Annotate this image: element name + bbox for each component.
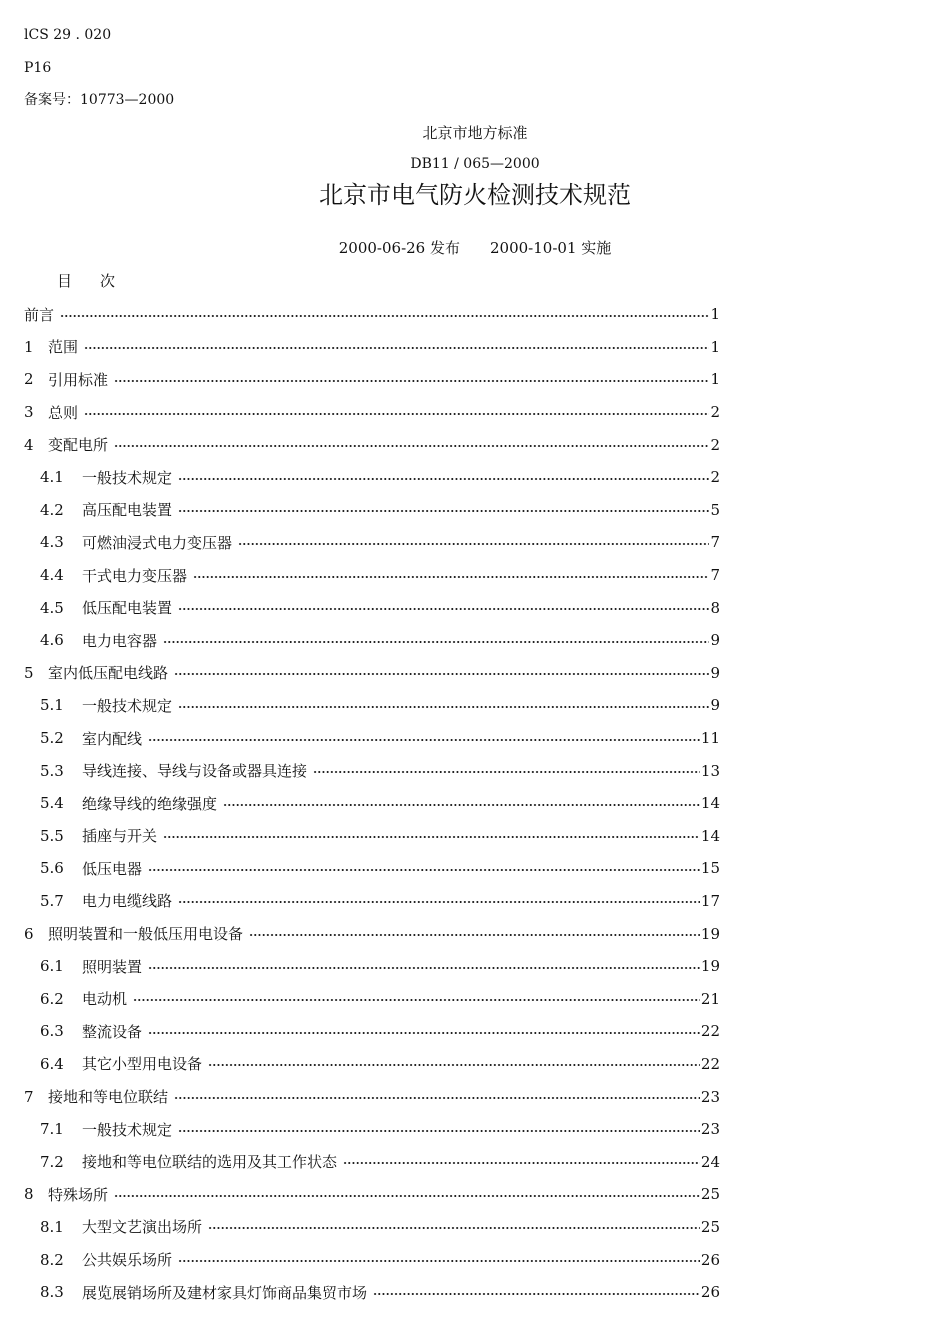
toc-entry-number: 8 <box>24 1185 34 1204</box>
toc-entry-label: 前言 <box>24 305 55 324</box>
toc-entry-label: 一般技术规定 <box>82 696 173 715</box>
toc-entry-number: 8.2 <box>40 1250 64 1269</box>
toc-entry-number: 7.1 <box>40 1120 64 1139</box>
toc-entry-label: 导线连接、导线与设备或器具连接 <box>82 762 308 781</box>
toc-entry-label: 展览展销场所及建材家具灯饰商品集贸市场 <box>82 1283 368 1302</box>
toc-entry-page: 9 <box>710 663 720 682</box>
toc-entry-number: 5.2 <box>40 729 64 748</box>
toc-entry-label: 引用标准 <box>48 370 109 389</box>
toc-entry[interactable] <box>40 494 720 527</box>
toc-entry-page: 22 <box>700 1022 720 1041</box>
toc-entry-page: 2 <box>710 403 720 422</box>
standard-organization: 北京市地方标准 <box>422 124 528 142</box>
toc-entry-page: 15 <box>700 859 720 878</box>
toc-entry-page: 1 <box>710 305 720 324</box>
toc-entry-page: 23 <box>700 1120 720 1139</box>
toc-entry-number: 5.5 <box>40 826 64 845</box>
toc-entry[interactable] <box>40 950 720 983</box>
toc-entry[interactable] <box>40 722 720 755</box>
toc-entry-page: 22 <box>700 1054 720 1073</box>
toc-entry-number: 4.1 <box>40 468 64 487</box>
toc-entry-number: 3 <box>24 403 34 422</box>
toc-entry-label: 低压电器 <box>82 859 143 878</box>
toc-entry-page: 25 <box>700 1185 720 1204</box>
toc-entry-page: 19 <box>700 924 720 943</box>
toc-entry-label: 电力电缆线路 <box>82 892 173 911</box>
dot-leader <box>148 739 700 741</box>
dot-leader <box>208 1064 700 1066</box>
toc-entry-page: 9 <box>710 696 720 715</box>
toc-entry-label: 整流设备 <box>82 1022 143 1041</box>
toc-entry-number: 4.6 <box>40 631 64 650</box>
dot-leader <box>223 804 700 806</box>
filing-number: 备案号：10773—2000 <box>24 92 175 108</box>
toc-entry-label: 特殊场所 <box>48 1185 109 1204</box>
toc-entry-label: 变配电所 <box>48 436 109 455</box>
toc-heading-char-2: 次 <box>100 272 116 290</box>
document-title: 北京市电气防火检测技术规范 <box>319 181 631 209</box>
toc-entry-label: 接地和等电位联结的选用及其工作状态 <box>82 1153 338 1172</box>
toc-entry[interactable] <box>40 787 720 820</box>
toc-entry[interactable] <box>24 917 720 950</box>
toc-entry-number: 2 <box>24 370 34 389</box>
toc-entry[interactable] <box>40 1211 720 1244</box>
toc-entry-number: 1 <box>24 337 34 356</box>
toc-entry[interactable] <box>40 1145 720 1178</box>
dot-leader <box>148 967 700 969</box>
dot-leader <box>84 347 709 349</box>
dot-leader <box>133 999 700 1001</box>
toc-entry-page: 17 <box>700 891 720 910</box>
toc-entry-label: 电动机 <box>82 990 128 1009</box>
dot-leader <box>178 901 700 903</box>
dot-leader <box>178 608 709 610</box>
toc-entry[interactable] <box>40 820 720 853</box>
toc-entry[interactable] <box>40 559 720 592</box>
toc-entry[interactable] <box>40 624 720 657</box>
toc-entry[interactable] <box>24 1080 720 1113</box>
toc-entry-page: 1 <box>710 370 720 389</box>
dot-leader <box>114 1195 700 1197</box>
toc-entry-label: 公共娱乐场所 <box>82 1251 173 1270</box>
toc-heading-char-1: 目 <box>57 272 73 290</box>
ics-code: lCS 29 . 020 <box>24 27 112 43</box>
toc-entry-number: 6 <box>24 924 34 943</box>
dot-leader <box>174 673 709 675</box>
dot-leader <box>163 836 700 838</box>
publish-date: 2000-06-26 发布 <box>338 239 460 257</box>
toc-entry-label: 照明装置和一般低压用电设备 <box>48 925 244 944</box>
toc-entry-page: 21 <box>700 989 720 1008</box>
toc-entry[interactable] <box>40 885 720 918</box>
toc-entry-page: 2 <box>710 468 720 487</box>
toc-entry-label: 室内配线 <box>82 729 143 748</box>
toc-entry-label: 电力电容器 <box>82 631 158 650</box>
toc-entry-number: 6.3 <box>40 1022 64 1041</box>
toc-entry[interactable] <box>40 852 720 885</box>
toc-entry-number: 6.4 <box>40 1054 64 1073</box>
toc-entry-number: 5 <box>24 663 34 682</box>
classification-code: P16 <box>24 60 52 76</box>
dot-leader <box>148 1032 700 1034</box>
toc-entry-label: 范围 <box>48 338 79 357</box>
dot-leader <box>178 478 709 480</box>
toc-entry-page: 9 <box>710 631 720 650</box>
toc-entry-page: 14 <box>700 794 720 813</box>
toc-entry-page: 14 <box>700 826 720 845</box>
toc-entry[interactable] <box>40 461 720 494</box>
dot-leader <box>238 543 709 545</box>
toc-entry-label: 低压配电装置 <box>82 599 173 618</box>
toc-entry-page: 24 <box>700 1152 720 1171</box>
toc-entry-number: 4.5 <box>40 598 64 617</box>
toc-entry[interactable] <box>40 1276 720 1309</box>
toc-entry-page: 11 <box>700 729 720 748</box>
dot-leader <box>148 869 700 871</box>
toc-entry-page: 25 <box>700 1217 720 1236</box>
toc-entry-number: 6.2 <box>40 989 64 1008</box>
toc-entry-number: 5.1 <box>40 696 64 715</box>
toc-entry-page: 13 <box>700 761 720 780</box>
toc-entry[interactable] <box>40 526 720 559</box>
toc-entry-page: 1 <box>710 337 720 356</box>
dot-leader <box>178 1260 700 1262</box>
dot-leader <box>178 510 709 512</box>
toc-entry[interactable] <box>40 754 720 787</box>
toc-entry-page: 8 <box>710 598 720 617</box>
toc-entry[interactable] <box>40 689 720 722</box>
standard-code: DB11 / 065—2000 <box>410 156 540 172</box>
toc-entry[interactable] <box>40 1113 720 1146</box>
dot-leader <box>373 1293 700 1295</box>
toc-entry-page: 26 <box>700 1250 720 1269</box>
toc-entry-label: 干式电力变压器 <box>82 566 188 585</box>
dot-leader <box>84 413 709 415</box>
toc-entry-page: 23 <box>700 1087 720 1106</box>
toc-entry-number: 5.3 <box>40 761 64 780</box>
toc-entry-label: 总则 <box>48 403 79 422</box>
dot-leader <box>174 1097 700 1099</box>
toc-entry-number: 4 <box>24 435 34 454</box>
toc-entry-number: 4.2 <box>40 500 64 519</box>
toc-entry[interactable] <box>40 982 720 1015</box>
toc-entry[interactable] <box>24 428 720 461</box>
table-of-contents <box>0 298 950 1308</box>
toc-entry-number: 4.3 <box>40 533 64 552</box>
toc-entry[interactable] <box>24 331 720 364</box>
toc-entry-label: 大型文艺演出场所 <box>82 1218 203 1237</box>
toc-entry[interactable] <box>24 657 720 690</box>
toc-entry-page: 26 <box>700 1283 720 1302</box>
dot-leader <box>249 934 700 936</box>
toc-entry[interactable] <box>40 591 720 624</box>
toc-entry-number: 8.1 <box>40 1217 64 1236</box>
toc-entry-number: 7 <box>24 1087 34 1106</box>
release-dates <box>0 237 950 258</box>
toc-entry-label: 插座与开关 <box>82 827 158 846</box>
toc-entry-page: 7 <box>710 566 720 585</box>
dot-leader <box>60 315 709 317</box>
toc-entry-number: 5.4 <box>40 794 64 813</box>
effective-date: 2000-10-01 实施 <box>490 239 612 257</box>
toc-entry-number: 5.7 <box>40 891 64 910</box>
toc-entry-label: 可燃油浸式电力变压器 <box>82 533 233 552</box>
toc-entry-page: 5 <box>710 500 720 519</box>
toc-entry-number: 8.3 <box>40 1283 64 1302</box>
toc-entry-number: 5.6 <box>40 859 64 878</box>
toc-entry[interactable] <box>24 1178 720 1211</box>
toc-entry-label: 接地和等电位联结 <box>48 1088 169 1107</box>
toc-entry-page: 7 <box>710 533 720 552</box>
toc-entry[interactable] <box>24 363 720 396</box>
dot-leader <box>114 380 709 382</box>
toc-entry-label: 照明装置 <box>82 957 143 976</box>
toc-entry-number: 6.1 <box>40 957 64 976</box>
toc-entry-page: 19 <box>700 957 720 976</box>
toc-entry[interactable] <box>24 298 720 331</box>
dot-leader <box>114 445 709 447</box>
dot-leader <box>178 706 709 708</box>
toc-entry-label: 高压配电装置 <box>82 501 173 520</box>
toc-entry-number: 4.4 <box>40 566 64 585</box>
dot-leader <box>163 641 709 643</box>
dot-leader <box>313 771 700 773</box>
toc-entry-page: 2 <box>710 435 720 454</box>
dot-leader <box>193 576 709 578</box>
toc-entry[interactable] <box>40 1015 720 1048</box>
toc-entry-number: 7.2 <box>40 1152 64 1171</box>
toc-entry[interactable] <box>40 1243 720 1276</box>
toc-entry-label: 一般技术规定 <box>82 1120 173 1139</box>
dot-leader <box>208 1227 700 1229</box>
toc-entry-label: 其它小型用电设备 <box>82 1055 203 1074</box>
toc-entry[interactable] <box>40 1048 720 1081</box>
dot-leader <box>343 1162 700 1164</box>
toc-entry-label: 室内低压配电线路 <box>48 664 169 683</box>
toc-heading <box>57 270 115 291</box>
toc-entry-label: 一般技术规定 <box>82 468 173 487</box>
toc-entry-label: 绝缘导线的绝缘强度 <box>82 794 218 813</box>
dot-leader <box>178 1130 700 1132</box>
toc-entry[interactable] <box>24 396 720 429</box>
